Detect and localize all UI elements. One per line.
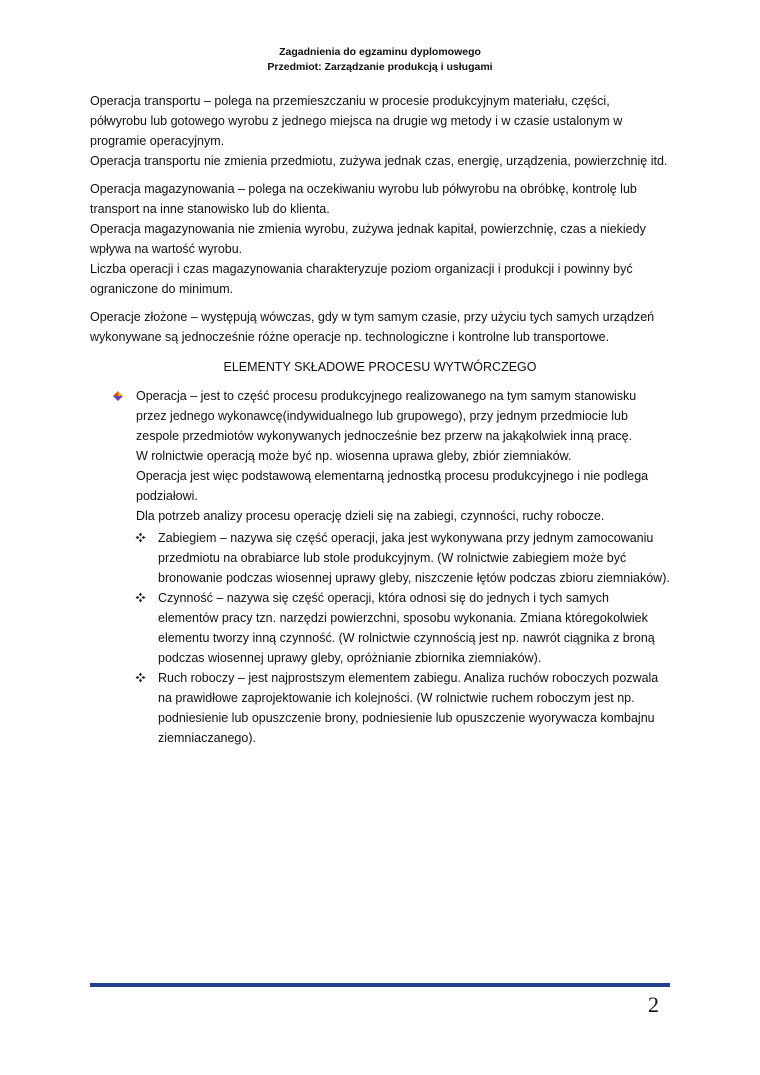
sub-item-text-czynnosc: Czynność – nazywa się część operacji, która odnosi się do jednych i tych samych elementów pracy tzn. narzędzi powierzchni, sposobu wykonania. Zmiana któregokolwiek elementu tworzy inną czynność. (W rolnictwie czynnością jest np. nawrót ciągnika z broną podczas wiosennej uprawy gleby, opróżnianie zbiornika ziemniaków). bbox=[158, 591, 655, 665]
page-number: 2 bbox=[648, 992, 659, 1017]
operation-elementary-unit: Operacja jest więc podstawową elementarną jednostką procesu produkcyjnego i nie podlega podziałowi. bbox=[136, 469, 649, 503]
paragraph-transport-note: Operacja transportu nie zmienia przedmiotu, zużywa jednak czas, energię, urządzenia, powierzchnię itd. bbox=[90, 154, 668, 168]
colored-arrow-bullet-icon bbox=[112, 390, 124, 402]
four-diamond-bullet-icon bbox=[135, 672, 146, 683]
operation-agriculture-example: W rolnictwie operacją może być np. wiosenna uprawa gleby, zbiór ziemniaków. bbox=[136, 449, 572, 463]
operation-definition: Operacja – jest to część procesu produkcyjnego realizowanego na tym samym stanowisku przez jednego wykonawcę(indywidualnego lub grupowego), przy jednym przedmiocie lub zespole przedmiotów wykonywanych jednocześnie bez przerw na jakąkolwiek inną pracę. bbox=[136, 389, 637, 443]
operation-division: Dla potrzeb analizy procesu operację dzieli się na zabiegi, czynności, ruchy robocze. bbox=[136, 509, 605, 523]
four-diamond-bullet-icon bbox=[135, 592, 146, 603]
four-diamond-bullet-icon bbox=[135, 532, 146, 543]
operation-components-list bbox=[90, 528, 670, 748]
footer-divider bbox=[90, 983, 670, 987]
document-body bbox=[90, 91, 670, 748]
header-subject: Przedmiot: Zarządzanie produkcją i usługami bbox=[267, 61, 493, 73]
section-heading: ELEMENTY SKŁADOWE PROCESU WYTWÓRCZEGO bbox=[223, 360, 537, 374]
list-item bbox=[90, 668, 670, 748]
paragraph-storage-count: Liczba operacji i czas magazynowania charakteryzuje poziom organizacji i produkcji i powinny być ograniczone do minimum. bbox=[90, 262, 633, 296]
page-header bbox=[0, 45, 760, 75]
header-title: Zagadnienia do egzaminu dyplomowego bbox=[279, 46, 481, 58]
paragraph-complex-ops: Operacje złożone – występują wówczas, gdy w tym samym czasie, przy użyciu tych samych urządzeń wykonywane są jednocześnie różne operacje np. technologiczne i kontrolne lub transportowe. bbox=[90, 310, 655, 344]
paragraph-storage-def: Operacja magazynowania – polega na oczekiwaniu wyrobu lub półwyrobu na obróbkę, kontrolę lub transport na inne stanowisko lub do klienta. bbox=[90, 182, 637, 216]
sub-item-text-ruch: Ruch roboczy – jest najprostszym elementem zabiegu. Analiza ruchów roboczych pozwala na prawidłowe zaprojektowanie ich kolejności. (W rolnictwie ruchem roboczym jest np. podniesienie lub opuszczenie brony, podniesienie lub opuszczenie wyorywacza kombajnu ziemniaczanego). bbox=[158, 671, 659, 745]
paragraph-storage-note: Operacja magazynowania nie zmienia wyrobu, zużywa jednak kapitał, powierzchnię, czas a niekiedy wpływa na wartość wyrobu. bbox=[90, 222, 646, 256]
sub-item-text-zabieg: Zabiegiem – nazywa się część operacji, jaka jest wykonywana przy jednym zamocowaniu przedmiotu na obrabiarce lub stole produkcyjnym. (W rolnictwie zabiegiem może być bronowanie podczas wiosennej uprawy gleby, niszczenie łętów podczas zbioru ziemniaków). bbox=[158, 531, 670, 585]
list-item bbox=[90, 588, 670, 668]
paragraph-transport-def: Operacja transportu – polega na przemieszczaniu w procesie produkcyjnym materiału, części, półwyrobu lub gotowego wyrobu z jednego miejsca na drugie wg metody i w czasie ustalonym w programie operacyjnym. bbox=[90, 94, 623, 148]
main-bullet-item bbox=[90, 386, 670, 526]
list-item bbox=[90, 528, 670, 588]
